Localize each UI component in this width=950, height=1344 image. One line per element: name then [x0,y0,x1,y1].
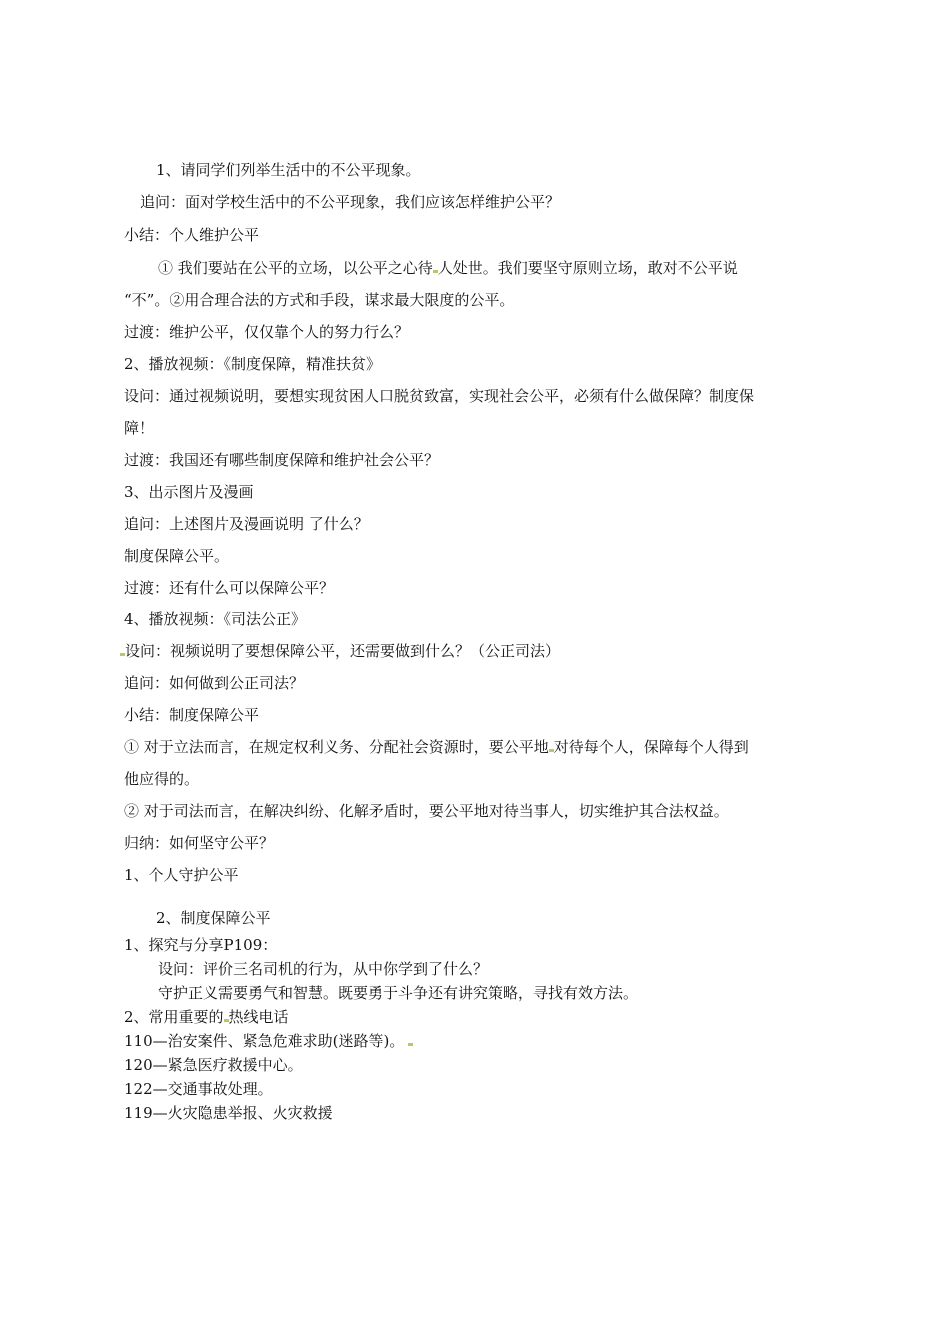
text-line: 122—交通事故处理。 [124,1080,273,1098]
highlight-mark [408,1043,413,1046]
text-line: 追问：如何做到公正司法？ [124,674,305,692]
text-line: 守护正义需要勇气和智慧。既要勇于斗争还有讲究策略，寻找有效方法。 [158,984,639,1002]
text-line: 归纳：如何坚守公平？ [124,834,275,852]
text-line: 过渡：维护公平，仅仅靠个人的努力行么？ [124,323,410,341]
text-line: 1、个人守护公平 [124,866,239,884]
text-line: ① 我们要站在公平的立场，以公平之心待 人处世。我们要坚守原则立场，敢对不公平说 [158,259,738,277]
text-line: 119—火灾隐患举报、火灾救援 [124,1104,333,1122]
text-line: 1、探究与分享P109： [124,936,278,954]
text-line: 小结：个人维护公平 [124,226,260,244]
text-line: 设问：视频说明了要想保障公平，还需要做到什么？（公正司法） [120,641,560,661]
text-line: 追问：面对学校生活中的不公平现象，我们应该怎样维护公平？ [140,193,561,211]
text-line: 追问：上述图片及漫画说明 了什么？ [124,515,369,533]
text-line: 制度保障公平。 [124,547,230,565]
text-line: 4、播放视频：《司法公正》 [124,610,307,628]
text-line: 过渡：我国还有哪些制度保障和维护社会公平？ [124,451,440,469]
text-line: ① 对于立法而言，在规定权利义务、分配社会资源时，要公平地 对待每个人，保障每个人得到 [124,738,749,756]
text-line: 他应得的。 [124,770,200,788]
text-line: ② 对于司法而言，在解决纠纷、化解矛盾时，要公平地对待当事人，切实维护其合法权益。 [124,802,729,820]
text-line: 过渡：还有什么可以保障公平？ [124,579,335,597]
text-line: 3、出示图片及漫画 [124,483,254,501]
text-line: 110—治安案件、紧急危难求助(迷路等)。 [124,1031,413,1051]
text-line: 障！ [124,419,155,437]
text-line: 2、播放视频：《制度保障，精准扶贫》 [124,355,382,373]
text-line: 120—紧急医疗救援中心。 [124,1056,303,1074]
text-line: 2、常用重要的 热线电话 [124,1008,289,1026]
text-line: 设问：评价三名司机的行为，从中你学到了什么？ [158,960,489,978]
text-line: 小结：制度保障公平 [124,706,260,724]
text-line: “不”。②用合理合法的方式和手段，谋求最大限度的公平。 [124,291,515,309]
text-line: 设问：通过视频说明，要想实现贫困人口脱贫致富，实现社会公平，必须有什么做保障？制度保 [124,387,755,405]
text-line: 1、请同学们列举生活中的不公平现象。 [156,161,421,179]
text-line: 2、制度保障公平 [156,909,271,927]
